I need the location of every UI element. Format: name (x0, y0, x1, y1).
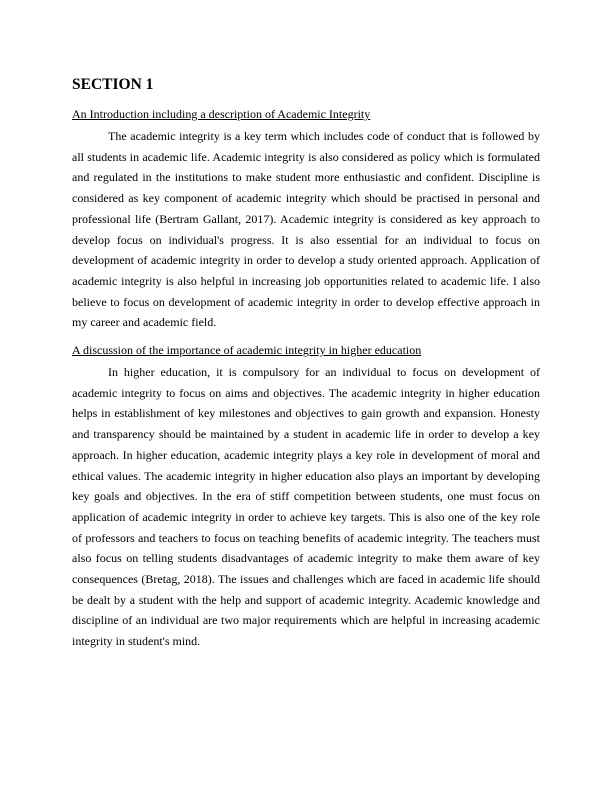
importance-paragraph: In higher education, it is compulsory for an individual to focus on development of academic integrity to focus on aims and objectives. The academic integrity in higher education helps in establishment of key milestones and objectives to gain growth and expansion. Honesty and transparency should be maintained by a student in academic life in order to develop a key approach. In higher education, academic integrity plays a key role in development of moral and ethical values. The academic integrity in higher education also plays an important by developing key goals and objectives. In the era of stiff competition between students, one must focus on application of academic integrity in order to achieve key targets. This is also one of the key role of professors and teachers to focus on teaching benefits of academic integrity. The teachers must also focus on telling students disadvantages of academic integrity to make them aware of key consequences (Bretag, 2018). The issues and challenges which are faced in academic life should be dealt by a student with the help and support of academic integrity. Academic knowledge and discipline of an individual are two major requirements which are helpful in increasing academic integrity in student's mind. (72, 365, 540, 649)
document-page (72, 76, 540, 662)
importance-heading: A discussion of the importance of academic integrity in higher education (72, 343, 422, 358)
section-title: SECTION 1 (72, 76, 154, 93)
introduction-heading: An Introduction including a description of Academic Integrity (72, 107, 371, 121)
introduction-paragraph: The academic integrity is a key term which includes code of conduct that is followed by all students in academic life. Academic integrity is also considered as policy which is formulated and regulated in the institutions to make student more enthusiastic and confident. Discipline is considered as key component of academic integrity which should be practised in personal and professional life (Bertram Gallant, 2017). Academic integrity is considered as key approach to develop focus on individual's progress. It is also essential for an individual to focus on development of academic integrity in order to develop a study oriented approach. Application of academic integrity is also helpful in increasing job opportunities related to academic life. I also believe to focus on development of academic integrity in order to develop effective approach in my career and academic field. (72, 129, 540, 330)
